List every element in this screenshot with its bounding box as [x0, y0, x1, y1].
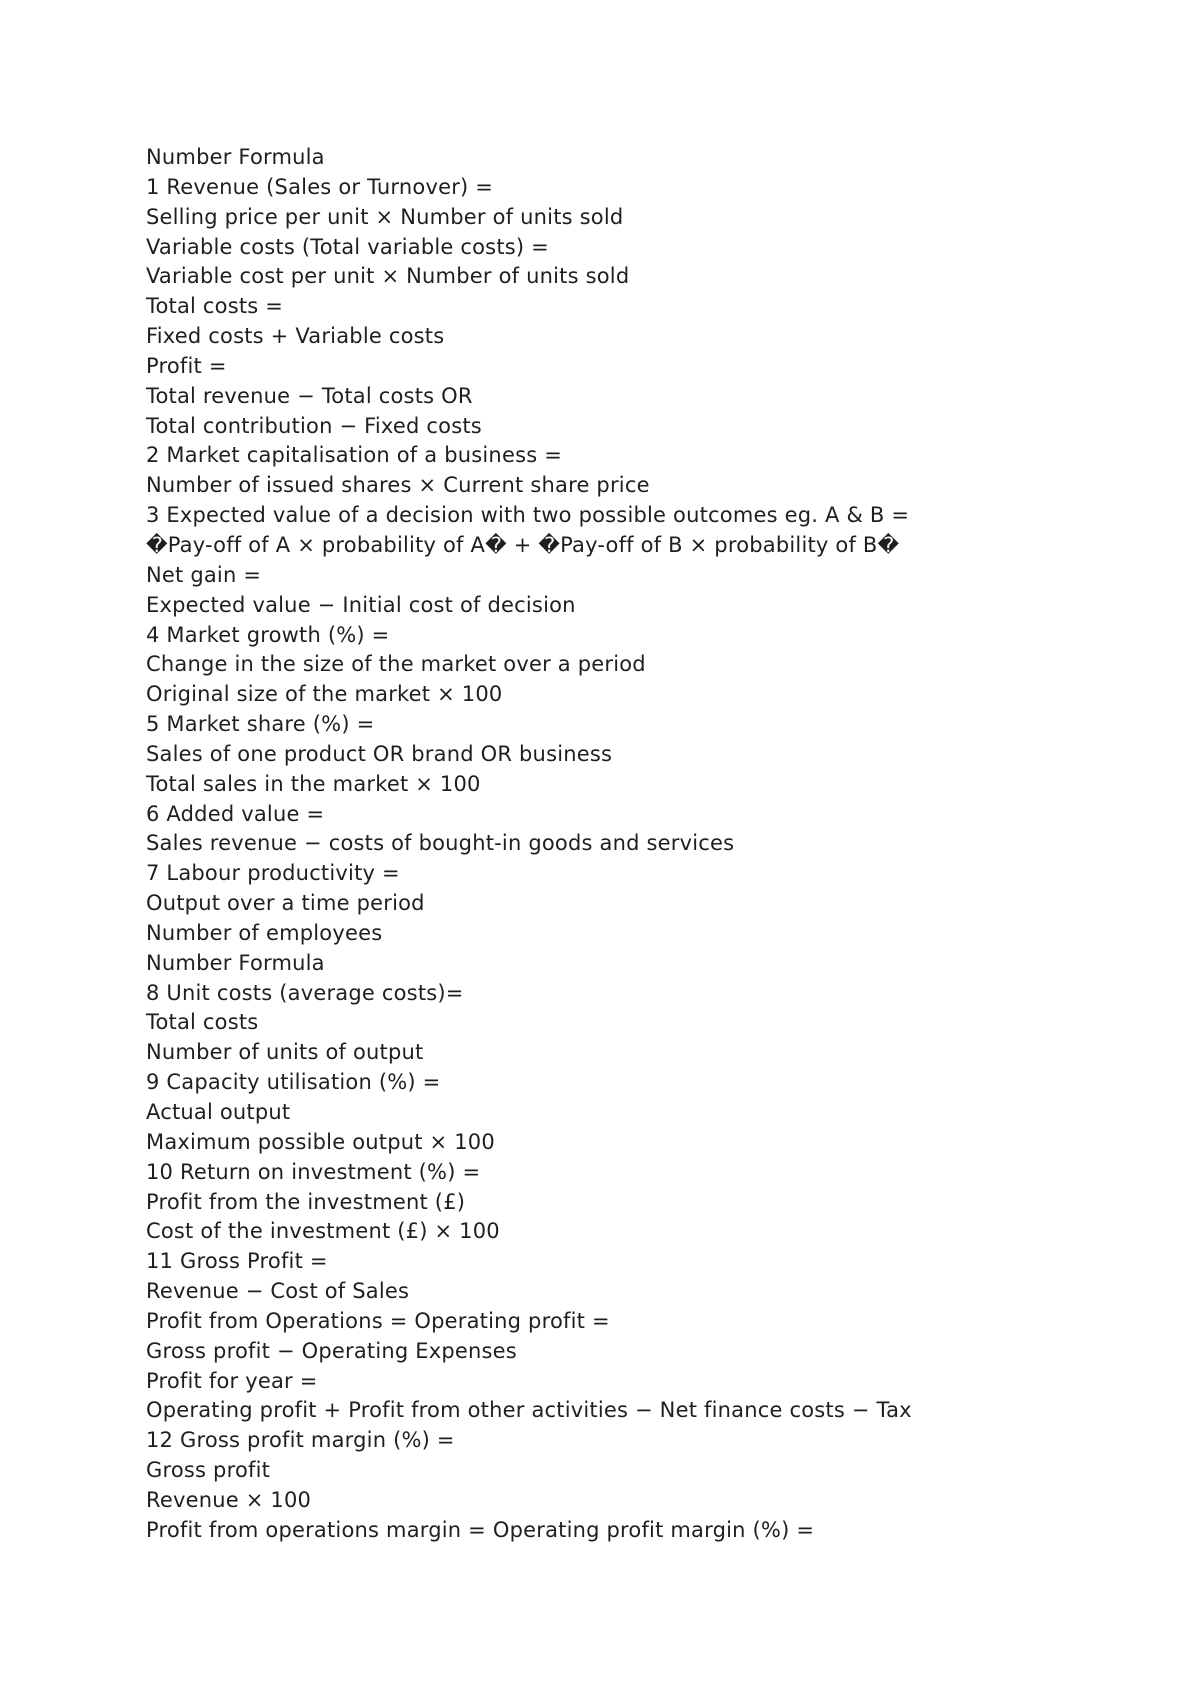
text-line: Profit from the investment (£) — [146, 1189, 466, 1214]
text-line: Maximum possible output × 100 — [146, 1129, 495, 1154]
text-line: Net gain = — [146, 562, 262, 587]
text-line: Number of employees — [146, 920, 383, 945]
text-line: Actual output — [146, 1100, 291, 1124]
text-line: 3 Expected value of a decision with two possible outcomes eg. A & B = — [146, 503, 910, 528]
text-line: Number Formula — [146, 950, 325, 975]
text-line: Total sales in the market × 100 — [146, 771, 481, 796]
text-line: Number of issued shares × Current share price — [146, 473, 650, 498]
text-line: 2 Market capitalisation of a business = — [146, 443, 563, 468]
text-line: 5 Market share (%) = — [146, 712, 375, 737]
text-line: Output over a time period — [146, 891, 425, 916]
text-line: Profit from Operations = Operating profit = — [146, 1308, 610, 1333]
text-line: 1 Revenue (Sales or Turnover) = — [146, 174, 494, 199]
text-line: Selling price per unit × Number of units sold — [146, 204, 624, 229]
text-line: Variable costs (Total variable costs) = — [146, 234, 549, 259]
text-line: Sales of one product OR brand OR business — [146, 741, 613, 766]
text-line: 4 Market growth (%) = — [146, 622, 390, 647]
text-line: Sales revenue − costs of bought-in goods and services — [146, 831, 735, 856]
text-line: Gross profit — [146, 1458, 271, 1483]
text-line: Profit = — [146, 353, 227, 378]
text-line: 11 Gross Profit = — [146, 1249, 328, 1274]
text-line: Variable cost per unit × Number of units sold — [146, 264, 630, 289]
text-line: Total contribution − Fixed costs — [146, 413, 482, 438]
text-line: Profit from operations margin = Operating profit margin (%) = — [146, 1517, 815, 1542]
text-line: Profit for year = — [146, 1368, 318, 1393]
text-line: Gross profit − Operating Expenses — [146, 1338, 517, 1363]
text-line: Number of units of output — [146, 1040, 424, 1065]
formula-text-block — [146, 143, 1146, 1546]
text-line: Expected value − Initial cost of decision — [146, 592, 576, 617]
text-line: Fixed costs + Variable costs — [146, 324, 445, 349]
text-line: 7 Labour productivity = — [146, 861, 400, 886]
text-line: Total revenue − Total costs OR — [146, 383, 473, 408]
text-line: 10 Return on investment (%) = — [146, 1159, 481, 1184]
text-line: Total costs — [146, 1010, 259, 1035]
text-line: 9 Capacity utilisation (%) = — [146, 1070, 441, 1095]
text-line: Total costs = — [146, 294, 284, 319]
text-line: 8 Unit costs (average costs)= — [146, 980, 464, 1005]
text-line: 12 Gross profit margin (%) = — [146, 1428, 455, 1453]
text-line: Revenue − Cost of Sales — [146, 1279, 410, 1304]
text-line: Change in the size of the market over a period — [146, 652, 646, 677]
text-line: Original size of the market × 100 — [146, 682, 503, 707]
text-line: Operating profit + Profit from other activities − Net finance costs − Tax — [146, 1398, 912, 1423]
text-line: Revenue × 100 — [146, 1487, 312, 1512]
text-line: Number Formula — [146, 145, 325, 169]
text-line: Cost of the investment (£) × 100 — [146, 1219, 500, 1244]
text-line: �Pay-off of A × probability of A� + �Pay-off of B × probability of B� — [146, 532, 900, 557]
text-line: 6 Added value = — [146, 801, 325, 826]
